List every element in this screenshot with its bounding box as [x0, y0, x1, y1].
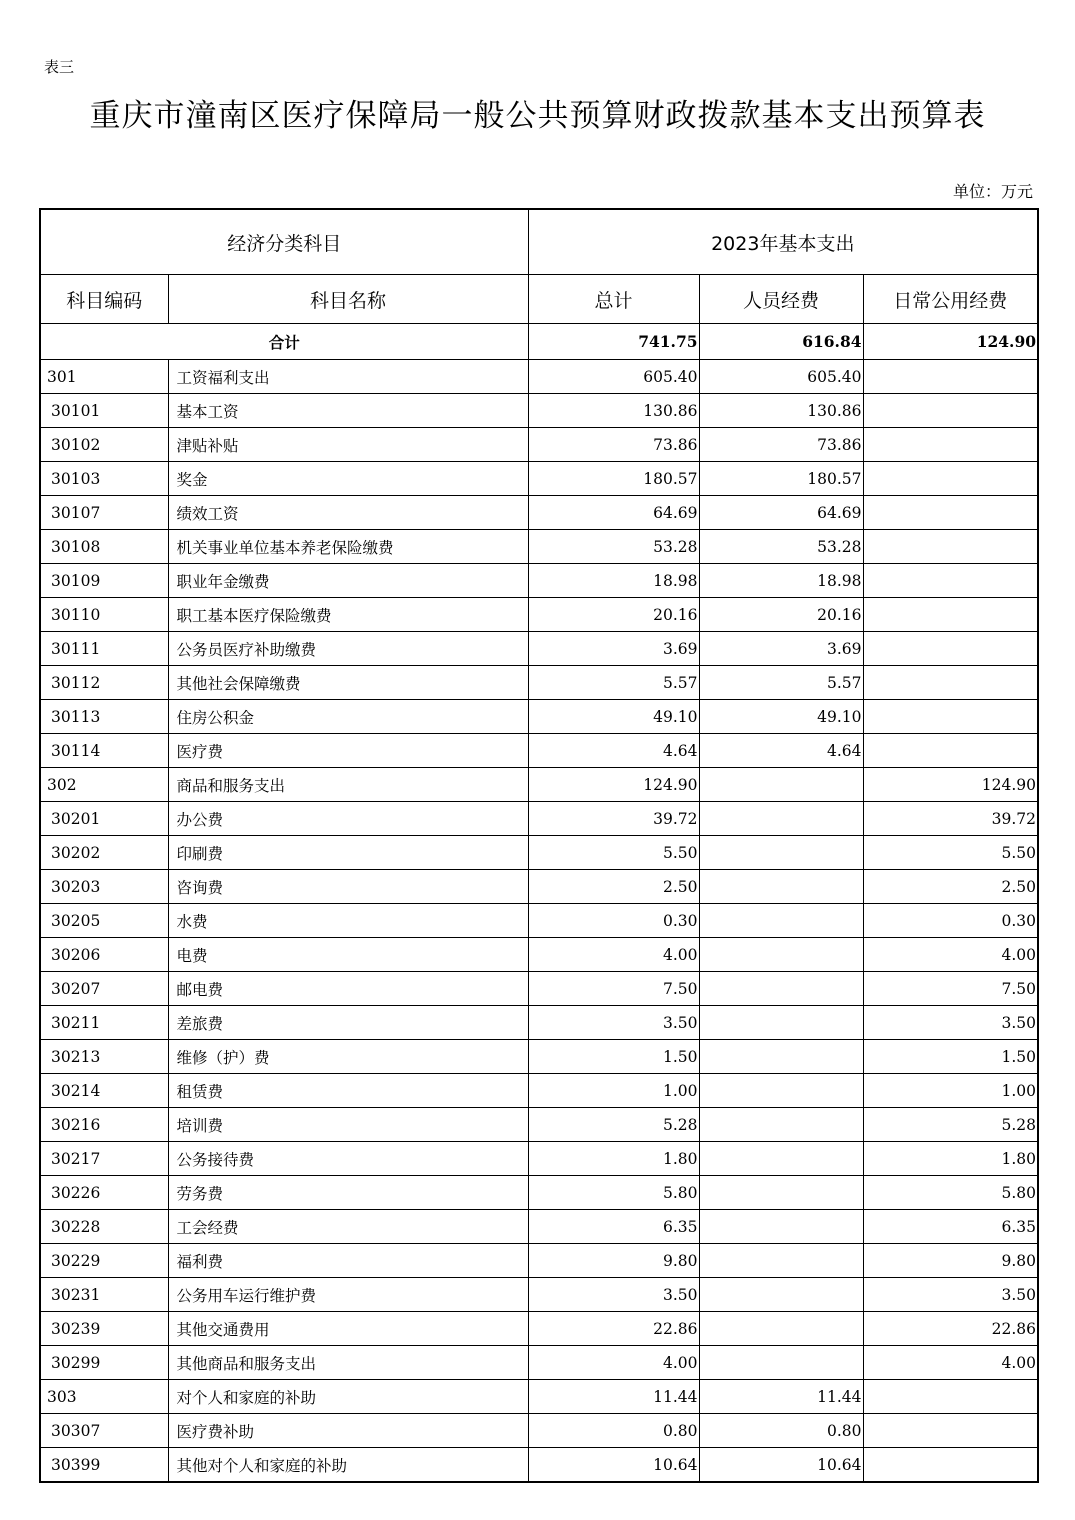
total-personnel: 616.84 [699, 324, 863, 360]
row-personnel [699, 1346, 863, 1380]
row-personnel [699, 1210, 863, 1244]
table-row [40, 1176, 1038, 1210]
row-personnel [699, 836, 863, 870]
row-personnel [699, 1074, 863, 1108]
row-public: 1.50 [863, 1040, 1038, 1074]
row-public [863, 394, 1038, 428]
table-row [40, 972, 1038, 1006]
row-code: 30114 [40, 734, 168, 768]
table-row [40, 1210, 1038, 1244]
row-personnel [699, 1040, 863, 1074]
row-public: 6.35 [863, 1210, 1038, 1244]
row-code: 30229 [40, 1244, 168, 1278]
row-name: 公务员医疗补助缴费 [168, 632, 528, 666]
row-code: 30111 [40, 632, 168, 666]
row-name: 工会经费 [168, 1210, 528, 1244]
row-personnel: 73.86 [699, 428, 863, 462]
header-row-group [40, 209, 1038, 275]
row-total: 11.44 [528, 1380, 699, 1414]
row-public: 39.72 [863, 802, 1038, 836]
table-row [40, 938, 1038, 972]
row-code: 30211 [40, 1006, 168, 1040]
row-code: 30231 [40, 1278, 168, 1312]
row-code: 30202 [40, 836, 168, 870]
row-public: 3.50 [863, 1006, 1038, 1040]
row-name: 培训费 [168, 1108, 528, 1142]
table-row [40, 700, 1038, 734]
row-public: 4.00 [863, 938, 1038, 972]
table-row [40, 836, 1038, 870]
row-public [863, 1448, 1038, 1483]
row-public: 7.50 [863, 972, 1038, 1006]
header-row-columns [40, 275, 1038, 324]
row-code: 30226 [40, 1176, 168, 1210]
row-personnel: 0.80 [699, 1414, 863, 1448]
row-total: 3.50 [528, 1278, 699, 1312]
row-total: 3.50 [528, 1006, 699, 1040]
row-code: 30112 [40, 666, 168, 700]
row-name: 住房公积金 [168, 700, 528, 734]
row-public [863, 564, 1038, 598]
row-code: 30207 [40, 972, 168, 1006]
row-name: 津贴补贴 [168, 428, 528, 462]
row-name: 租赁费 [168, 1074, 528, 1108]
table-row [40, 870, 1038, 904]
row-total: 4.64 [528, 734, 699, 768]
table-number-label: 表三 [44, 58, 75, 76]
row-public: 9.80 [863, 1244, 1038, 1278]
row-personnel [699, 870, 863, 904]
row-personnel: 11.44 [699, 1380, 863, 1414]
row-code: 30205 [40, 904, 168, 938]
row-total: 53.28 [528, 530, 699, 564]
row-name: 维修（护）费 [168, 1040, 528, 1074]
row-public [863, 1380, 1038, 1414]
row-personnel: 20.16 [699, 598, 863, 632]
row-total: 4.00 [528, 938, 699, 972]
row-name: 工资福利支出 [168, 360, 528, 394]
table-row [40, 1278, 1038, 1312]
table-row [40, 564, 1038, 598]
budget-table-body [40, 209, 1038, 1482]
row-name: 劳务费 [168, 1176, 528, 1210]
table-row [40, 1006, 1038, 1040]
document-title: 重庆市潼南区医疗保障局一般公共预算财政拨款基本支出预算表 [89, 98, 986, 134]
row-name: 差旅费 [168, 1006, 528, 1040]
row-code: 30239 [40, 1312, 168, 1346]
row-code: 302 [40, 768, 168, 802]
table-row [40, 598, 1038, 632]
row-total: 10.64 [528, 1448, 699, 1483]
row-personnel [699, 1278, 863, 1312]
header-economic-classification: 经济分类科目 [40, 209, 528, 275]
row-name: 医疗费补助 [168, 1414, 528, 1448]
row-total: 0.30 [528, 904, 699, 938]
row-total: 130.86 [528, 394, 699, 428]
row-personnel: 64.69 [699, 496, 863, 530]
row-name: 医疗费 [168, 734, 528, 768]
row-total: 18.98 [528, 564, 699, 598]
row-personnel [699, 1108, 863, 1142]
table-row [40, 496, 1038, 530]
row-total: 2.50 [528, 870, 699, 904]
header-public-cost: 日常公用经费 [863, 275, 1038, 324]
row-code: 30203 [40, 870, 168, 904]
row-personnel: 130.86 [699, 394, 863, 428]
row-public: 22.86 [863, 1312, 1038, 1346]
row-code: 301 [40, 360, 168, 394]
unit-label: 单位：万元 [952, 182, 1033, 201]
row-personnel [699, 938, 863, 972]
row-code: 30101 [40, 394, 168, 428]
table-row [40, 734, 1038, 768]
row-total: 64.69 [528, 496, 699, 530]
row-name: 公务用车运行维护费 [168, 1278, 528, 1312]
row-name: 印刷费 [168, 836, 528, 870]
row-total: 1.50 [528, 1040, 699, 1074]
row-public: 1.80 [863, 1142, 1038, 1176]
row-public [863, 734, 1038, 768]
table-row [40, 428, 1038, 462]
table-row [40, 802, 1038, 836]
row-code: 30113 [40, 700, 168, 734]
row-name: 水费 [168, 904, 528, 938]
table-row [40, 1414, 1038, 1448]
row-personnel: 18.98 [699, 564, 863, 598]
row-personnel: 5.57 [699, 666, 863, 700]
table-row [40, 1040, 1038, 1074]
row-code: 30103 [40, 462, 168, 496]
row-name: 职工基本医疗保险缴费 [168, 598, 528, 632]
row-code: 30107 [40, 496, 168, 530]
header-total: 总计 [528, 275, 699, 324]
row-name: 其他对个人和家庭的补助 [168, 1448, 528, 1483]
row-name: 其他交通费用 [168, 1312, 528, 1346]
row-personnel [699, 1006, 863, 1040]
row-total: 9.80 [528, 1244, 699, 1278]
row-public: 2.50 [863, 870, 1038, 904]
row-public [863, 360, 1038, 394]
row-code: 30299 [40, 1346, 168, 1380]
row-public: 124.90 [863, 768, 1038, 802]
row-code: 30217 [40, 1142, 168, 1176]
row-name: 咨询费 [168, 870, 528, 904]
row-personnel: 605.40 [699, 360, 863, 394]
row-public: 4.00 [863, 1346, 1038, 1380]
row-code: 30109 [40, 564, 168, 598]
table-row [40, 768, 1038, 802]
row-total: 39.72 [528, 802, 699, 836]
row-public: 3.50 [863, 1278, 1038, 1312]
row-public [863, 598, 1038, 632]
row-code: 30110 [40, 598, 168, 632]
table-row [40, 1244, 1038, 1278]
row-personnel [699, 1176, 863, 1210]
row-code: 30399 [40, 1448, 168, 1483]
row-public [863, 700, 1038, 734]
row-personnel: 10.64 [699, 1448, 863, 1483]
row-total: 49.10 [528, 700, 699, 734]
row-name: 奖金 [168, 462, 528, 496]
row-name: 办公费 [168, 802, 528, 836]
row-code: 30201 [40, 802, 168, 836]
row-public [863, 666, 1038, 700]
row-public: 5.50 [863, 836, 1038, 870]
row-public: 0.30 [863, 904, 1038, 938]
table-row [40, 1448, 1038, 1483]
row-code: 30216 [40, 1108, 168, 1142]
header-personnel-cost: 人员经费 [699, 275, 863, 324]
row-total: 20.16 [528, 598, 699, 632]
table-row [40, 394, 1038, 428]
total-public: 124.90 [863, 324, 1038, 360]
header-subject-code: 科目编码 [40, 275, 168, 324]
table-row [40, 1108, 1038, 1142]
row-name: 公务接待费 [168, 1142, 528, 1176]
table-row [40, 666, 1038, 700]
row-total: 5.28 [528, 1108, 699, 1142]
row-total: 1.00 [528, 1074, 699, 1108]
row-code: 30206 [40, 938, 168, 972]
row-public [863, 632, 1038, 666]
total-row [40, 324, 1038, 360]
row-total: 73.86 [528, 428, 699, 462]
row-name: 邮电费 [168, 972, 528, 1006]
row-personnel: 4.64 [699, 734, 863, 768]
row-personnel [699, 1244, 863, 1278]
row-name: 对个人和家庭的补助 [168, 1380, 528, 1414]
row-personnel: 49.10 [699, 700, 863, 734]
total-sum: 741.75 [528, 324, 699, 360]
table-row [40, 360, 1038, 394]
row-name: 职业年金缴费 [168, 564, 528, 598]
table-row [40, 1312, 1038, 1346]
row-public [863, 1414, 1038, 1448]
row-personnel [699, 1142, 863, 1176]
row-code: 303 [40, 1380, 168, 1414]
table-row [40, 904, 1038, 938]
header-basic-expenditure-2023: 2023年基本支出 [528, 209, 1038, 275]
row-code: 30228 [40, 1210, 168, 1244]
row-personnel [699, 904, 863, 938]
row-name: 商品和服务支出 [168, 768, 528, 802]
table-row [40, 1346, 1038, 1380]
row-total: 6.35 [528, 1210, 699, 1244]
total-label: 合计 [40, 324, 528, 360]
row-code: 30102 [40, 428, 168, 462]
header-subject-name: 科目名称 [168, 275, 528, 324]
table-row [40, 1380, 1038, 1414]
row-total: 0.80 [528, 1414, 699, 1448]
row-total: 5.50 [528, 836, 699, 870]
row-public [863, 530, 1038, 564]
row-name: 绩效工资 [168, 496, 528, 530]
row-personnel [699, 768, 863, 802]
table-row [40, 1142, 1038, 1176]
table-row [40, 1074, 1038, 1108]
row-name: 其他商品和服务支出 [168, 1346, 528, 1380]
table-row [40, 632, 1038, 666]
row-total: 180.57 [528, 462, 699, 496]
row-total: 605.40 [528, 360, 699, 394]
row-total: 3.69 [528, 632, 699, 666]
row-public [863, 428, 1038, 462]
row-public [863, 496, 1038, 530]
row-personnel: 180.57 [699, 462, 863, 496]
row-public [863, 462, 1038, 496]
row-name: 电费 [168, 938, 528, 972]
row-personnel: 53.28 [699, 530, 863, 564]
row-code: 30214 [40, 1074, 168, 1108]
row-public: 5.80 [863, 1176, 1038, 1210]
row-total: 4.00 [528, 1346, 699, 1380]
row-personnel [699, 802, 863, 836]
row-public: 5.28 [863, 1108, 1038, 1142]
row-name: 基本工资 [168, 394, 528, 428]
row-public: 1.00 [863, 1074, 1038, 1108]
row-personnel: 3.69 [699, 632, 863, 666]
table-row [40, 462, 1038, 496]
row-code: 30108 [40, 530, 168, 564]
row-personnel [699, 972, 863, 1006]
row-personnel [699, 1312, 863, 1346]
row-total: 5.80 [528, 1176, 699, 1210]
row-total: 5.57 [528, 666, 699, 700]
row-code: 30213 [40, 1040, 168, 1074]
row-total: 22.86 [528, 1312, 699, 1346]
budget-table [39, 208, 1039, 1483]
table-row [40, 530, 1038, 564]
row-code: 30307 [40, 1414, 168, 1448]
row-total: 124.90 [528, 768, 699, 802]
row-name: 机关事业单位基本养老保险缴费 [168, 530, 528, 564]
row-total: 1.80 [528, 1142, 699, 1176]
row-name: 其他社会保障缴费 [168, 666, 528, 700]
row-total: 7.50 [528, 972, 699, 1006]
row-name: 福利费 [168, 1244, 528, 1278]
